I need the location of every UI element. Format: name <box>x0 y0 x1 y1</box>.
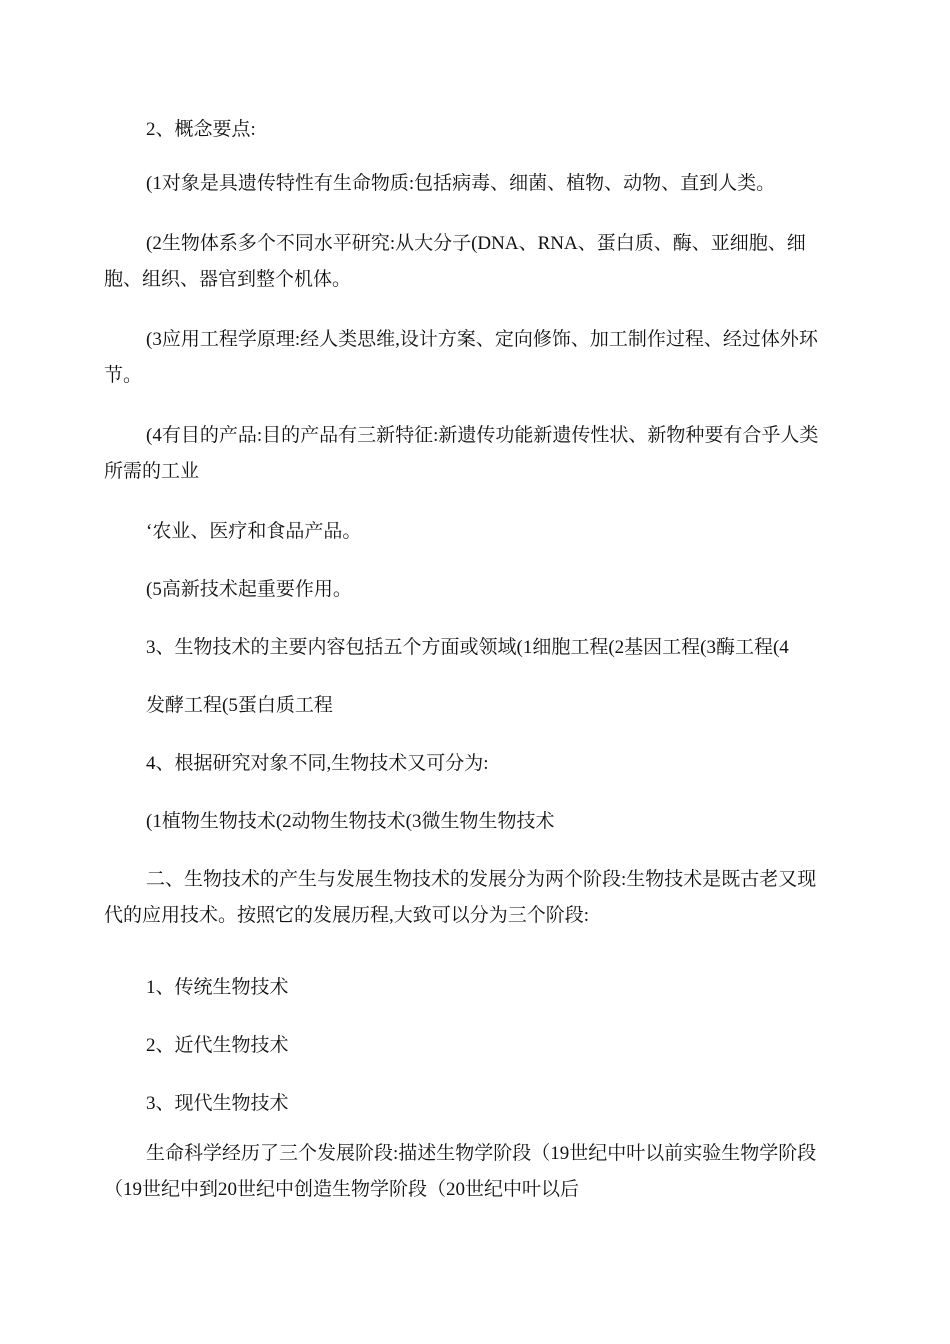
paragraph-classification-list: (1植物生物技术(2动物生物技术(3微生物生物技术 <box>146 811 555 832</box>
paragraph-stage-2: 2、近代生物技术 <box>146 1035 289 1056</box>
paragraph-concept-heading: 2、概念要点: <box>146 119 256 140</box>
paragraph-main-content-continued: 发酵工程(5蛋白质工程 <box>146 695 333 716</box>
paragraph-point-2: (2生物体系多个不同水平研究:从大分子(DNA、RNA、蛋白质、酶、亚细胞、细胞、组织、器官到整个机体。 <box>104 233 806 290</box>
paragraph-point-1: (1对象是具遗传特性有生命物质:包括病毒、细菌、植物、动物、直到人类。 <box>146 173 776 194</box>
paragraph-main-content: 3、生物技术的主要内容包括五个方面或领域(1细胞工程(2基因工程(3酶工程(4 <box>146 637 789 658</box>
paragraph-life-science-stages: 生命科学经历了三个发展阶段:描述生物学阶段（19世纪中叶以前实验生物学阶段（19世纪中到20世纪中创造生物学阶段（20世纪中叶以后 <box>104 1143 817 1200</box>
paragraph-stage-3: 3、现代生物技术 <box>146 1093 289 1114</box>
paragraph-point-5: (5高新技术起重要作用。 <box>146 579 352 600</box>
paragraph-point-3: (3应用工程学原理:经人类思维,设计方案、定向修饰、加工制作过程、经过体外环节。 <box>104 329 818 386</box>
paragraph-point-4-continued: ‘农业、医疗和食品产品。 <box>146 521 362 542</box>
paragraph-classification: 4、根据研究对象不同,生物技术又可分为: <box>146 753 489 774</box>
paragraph-point-4: (4有目的产品:目的产品有三新特征:新遗传功能新遗传性状、新物种要有合乎人类所需的工业 <box>104 425 819 482</box>
paragraph-stage-1: 1、传统生物技术 <box>146 977 289 998</box>
paragraph-history: 二、生物技术的产生与发展生物技术的发展分为两个阶段:生物技术是既古老又现代的应用技术。按照它的发展历程,大致可以分为三个阶段: <box>104 869 817 926</box>
